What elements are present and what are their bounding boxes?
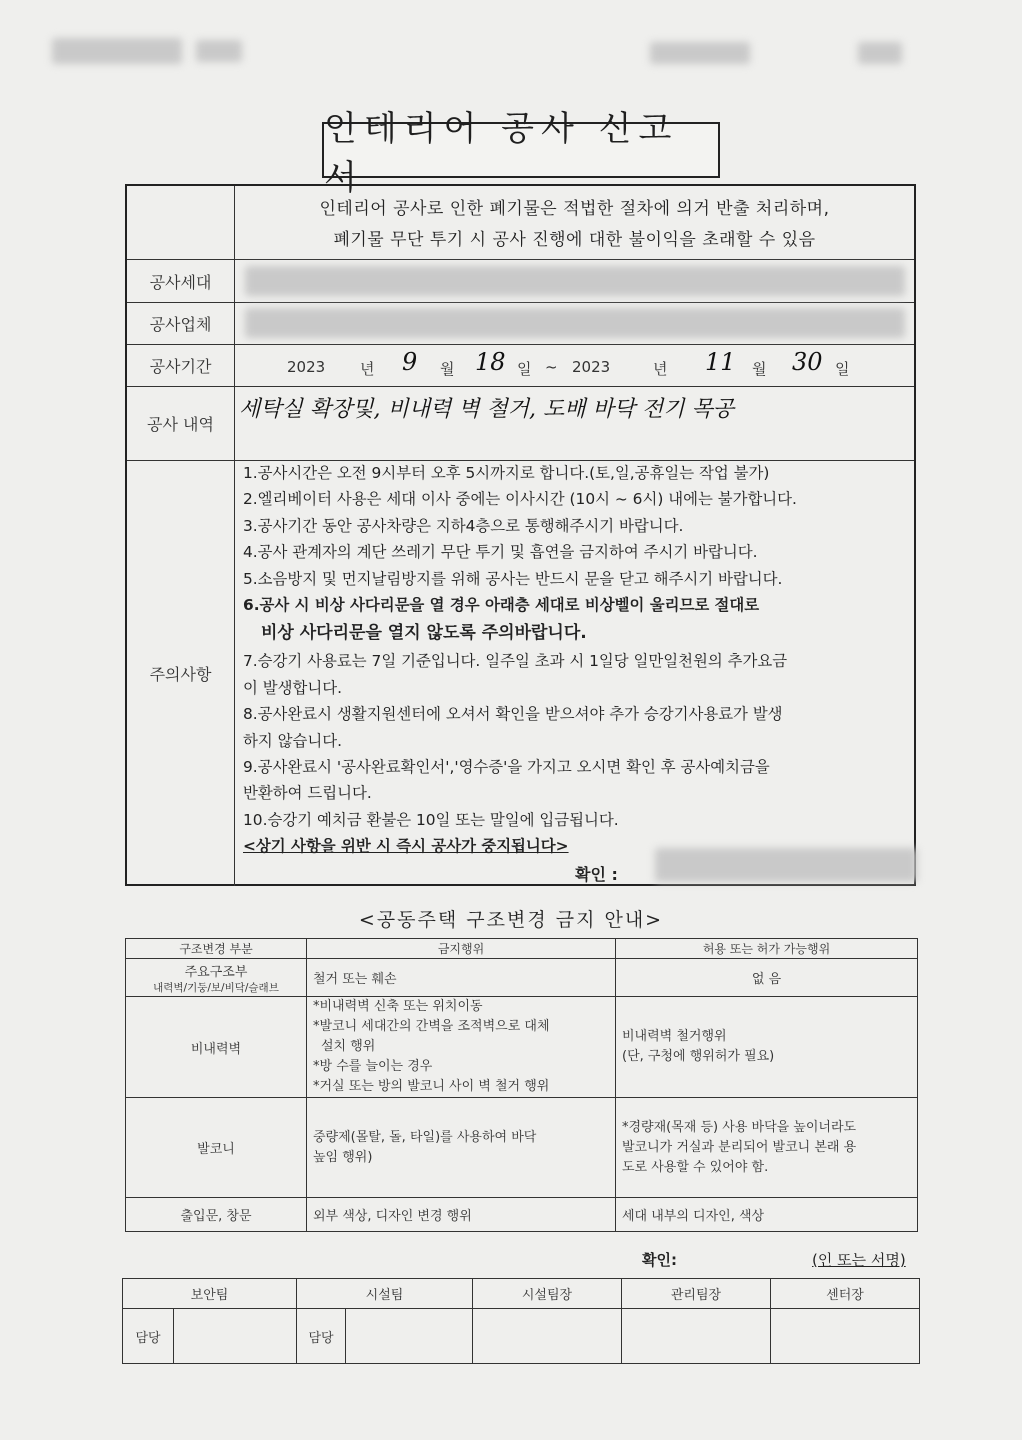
end-year: 2023 (572, 358, 611, 376)
rule-item: 비상 사다리문을 열지 않도록 주의바랍니다. (261, 623, 587, 644)
end-month: 11 (705, 348, 736, 376)
year-unit: 년 (653, 360, 668, 378)
rule-item: 9.공사완료시 '공사완료확인서','영수증'을 가지고 오시면 확인 후 공사예치금을 (243, 757, 770, 776)
approval-table (122, 1278, 920, 1364)
month-unit: 월 (752, 360, 767, 378)
column-divider (234, 186, 235, 886)
rule-item: 2.엘리베이터 사용은 세대 이사 중에는 이사시간 (10시 ~ 6시) 내에는 불가합니다. (243, 490, 797, 509)
rule-item: <상기 사항을 위반 시 즉시 공사가 중지됩니다> (243, 837, 569, 856)
approval-header: 센터장 (771, 1279, 920, 1309)
allowed-line: *경량재(목재 등) 사용 바닥을 높이너라도 (622, 1119, 857, 1135)
rule-item: 10.승강기 예치금 환불은 10일 또는 말일에 입금됩니다. (243, 810, 619, 829)
prohibited-cell (307, 1098, 616, 1198)
notice-text (235, 194, 914, 256)
details-label: 공사 내역 (147, 415, 214, 434)
redacted-signature (655, 848, 917, 882)
allowed-line: 도로 사용할 수 있어야 함. (622, 1159, 769, 1175)
report-form-table (125, 184, 916, 886)
rule-item: 7.승강기 사용료는 7일 기준입니다. 일주일 초과 시 1일당 일만일천원의 추가요금 (243, 652, 788, 671)
part-sub: 내력벽/기둥/보/비닥/슬래브 (153, 981, 279, 994)
prohibited-cell (307, 997, 616, 1098)
rule-item: 반환하여 드립니다. (243, 784, 372, 803)
allowed-line: 발코니가 거실과 분리되어 발코니 본래 용 (622, 1139, 857, 1155)
rule-item: 8.공사완료시 생활지원센터에 오셔서 확인을 받으셔야 추가 승강기사용료가 발생 (243, 705, 783, 724)
rule-item: 이 발생합니다. (243, 678, 342, 697)
notice-line-1: 인테리어 공사로 인한 폐기물은 적법한 절차에 의거 반출 처리하며, (319, 199, 830, 219)
header-part: 구조변경 부분 (126, 939, 307, 959)
rule-item: 하지 않습니다. (243, 731, 342, 750)
prohibited-line: 설치 행위 (321, 1039, 376, 1054)
approval-header: 관리팀장 (622, 1279, 771, 1309)
part-name: 출입문, 창문 (126, 1198, 307, 1232)
signature-cell (771, 1309, 920, 1364)
redacted-header-right-small (858, 42, 902, 64)
charge-label: 담당 (297, 1309, 346, 1364)
period-label: 공사기간 (149, 357, 212, 376)
construction-period (287, 346, 907, 386)
document-title-text: 인테리어 공사 신고서 (324, 109, 679, 198)
redacted-header-right (650, 42, 750, 64)
rule-item: 4.공사 관계자의 계단 쓰레기 무단 투기 및 흡연을 금지하여 주시기 바랍니다. (243, 543, 758, 562)
sign-label: (인 또는 서명) (812, 1251, 906, 1269)
redacted-household-value (245, 266, 905, 296)
cautions-list (243, 460, 915, 859)
structure-change-table (125, 938, 918, 1232)
signature-cell (473, 1309, 622, 1364)
row-divider (127, 344, 914, 345)
row-divider (127, 259, 914, 260)
rule-item: 6.공사 시 비상 사다리문을 열 경우 아래층 세대로 비상벨이 울리므로 절대로 (243, 595, 760, 614)
prohibited-cell: 외부 색상, 디자인 변경 행위 (307, 1198, 616, 1232)
signature-cell (174, 1309, 297, 1364)
end-day: 30 (792, 348, 823, 376)
prohibited-line: *발코니 세대간의 간벽을 조적벽으로 대체 (313, 1019, 550, 1034)
charge-label: 담당 (123, 1309, 174, 1364)
structure-confirm-label: 확인: (642, 1251, 677, 1269)
day-unit: 일 (835, 360, 850, 378)
company-label: 공사업체 (149, 315, 212, 334)
period-tilde: ~ (545, 358, 558, 376)
rule-item: 5.소음방지 및 먼지날림방지를 위해 공사는 반드시 문을 닫고 해주시기 바랍니다. (243, 569, 783, 588)
part-name: 비내력벽 (126, 997, 307, 1098)
prohibited-line: *거실 또는 방의 발코니 사이 벽 철거 행위 (313, 1079, 550, 1094)
allowed-cell (616, 1098, 918, 1198)
prohibited-line: 높임 행위) (313, 1149, 373, 1165)
prohibited-line: 중량제(몰탈, 돌, 타일)를 사용하여 바닥 (313, 1129, 537, 1145)
redacted-company-value (245, 308, 905, 338)
row-divider (127, 302, 914, 303)
signature-cell (622, 1309, 771, 1364)
start-day: 18 (475, 348, 506, 376)
allowed-cell (616, 997, 918, 1098)
household-label: 공사세대 (149, 272, 212, 292)
header-allowed: 허용 또는 허가 가능행위 (616, 939, 918, 959)
allowed-line: (단, 구청에 행위허가 필요) (622, 1049, 775, 1064)
row-divider (127, 386, 914, 387)
work-details-handwritten: 세탁실 확장및, 비내력 벽 철거, 도배 바닥 전기 목공 (239, 397, 734, 422)
approval-header: 시설팀장 (473, 1279, 622, 1309)
redacted-header-left (52, 38, 182, 64)
approval-header: 시설팀 (297, 1279, 473, 1309)
cautions-label: 주의사항 (149, 665, 212, 684)
part-cell (126, 959, 307, 997)
structure-notice-title: <공동주택 구조변경 금지 안내> (358, 909, 664, 931)
start-month: 9 (402, 348, 418, 376)
prohibited-line: *비내력벽 신축 또는 위치이동 (313, 999, 483, 1014)
allowed-line: 비내력벽 철거행위 (622, 1029, 727, 1044)
part-name: 주요구조부 (184, 964, 248, 980)
header-prohibited: 금지행위 (307, 939, 616, 959)
notice-line-2: 폐기물 무단 투기 시 공사 진행에 대한 불이익을 초래할 수 있음 (333, 230, 816, 250)
part-name: 발코니 (126, 1098, 307, 1198)
redacted-header-left-small (196, 40, 242, 62)
prohibited-cell: 철거 또는 훼손 (307, 959, 616, 997)
start-year: 2023 (287, 358, 326, 376)
confirm-label: 확인 : (575, 865, 618, 884)
allowed-cell: 없 음 (616, 959, 918, 997)
rule-item: 3.공사기간 동안 공사차량은 지하4층으로 통행해주시기 바랍니다. (243, 516, 684, 535)
day-unit: 일 (517, 360, 532, 378)
year-unit: 년 (360, 360, 375, 378)
prohibited-line: *방 수를 늘이는 경우 (313, 1059, 433, 1074)
approval-header: 보안팀 (123, 1279, 297, 1309)
allowed-cell: 세대 내부의 디자인, 색상 (616, 1198, 918, 1232)
signature-cell (346, 1309, 473, 1364)
rule-item: 1.공사시간은 오전 9시부터 오후 5시까지로 합니다.(토,일,공휴일는 작업 불가) (243, 464, 770, 482)
month-unit: 월 (440, 360, 455, 378)
document-title (322, 109, 720, 198)
